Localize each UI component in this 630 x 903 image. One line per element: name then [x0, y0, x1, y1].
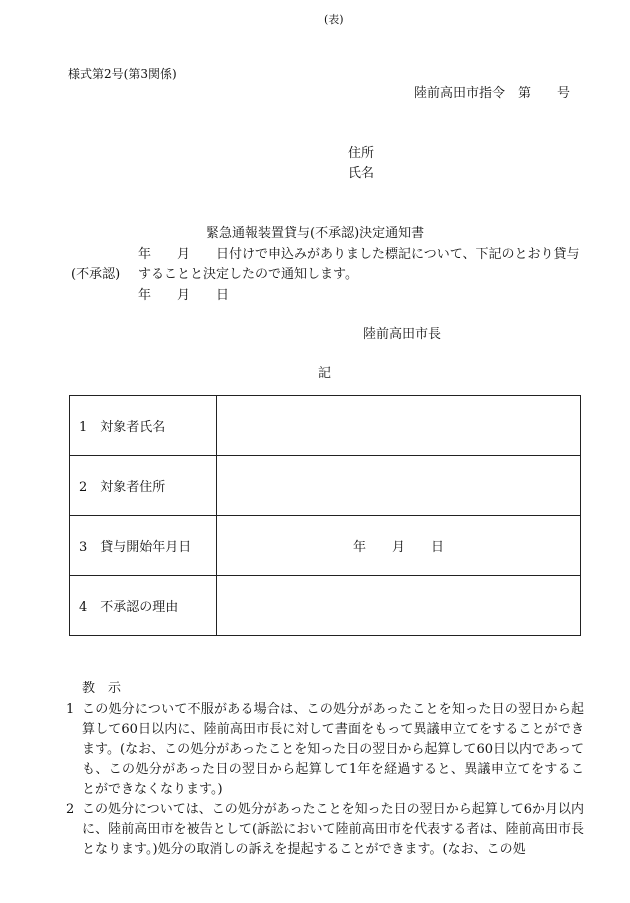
item-text: この処分について不服がある場合は、この処分があったことを知った日の翌日から起算して60日以内に、陸前高田市長に対して書面をもって異議申立てをすることができます。(なお、この処分があったことを知った日の翌日から起算して60日以内であっても、この処分があった日の翌日から起算して1年を経過すると、異議申立てをすることができなくなります。)	[82, 702, 584, 797]
row-value	[217, 456, 581, 516]
row-value	[217, 576, 581, 636]
table-row	[70, 516, 581, 576]
side-label: (表)	[324, 13, 344, 26]
body-line-2-prefix: (不承認)	[71, 267, 121, 282]
item-number: 1	[66, 702, 75, 717]
body-line-1: 年 月 日付けで申込みがありました標記について、下記のとおり貸与	[138, 247, 580, 262]
document-title: 緊急通報装置貸与(不承認)決定通知書	[206, 226, 425, 241]
item-text: この処分については、この処分があったことを知った日の翌日から起算して6か月以内に、陸前高田市を被告として(訴訟において陸前高田市を代表する者は、陸前高田市長となります。)処分の取消しの訴えを提起することができます。(なお、この処	[82, 802, 584, 857]
list-item	[62, 700, 584, 800]
item-number: 2	[66, 802, 75, 817]
table-row	[70, 456, 581, 516]
issuer: 陸前高田市長	[363, 327, 442, 342]
form-number: 様式第2号(第3関係)	[68, 67, 177, 81]
instruction-list	[62, 700, 584, 860]
row-label: 2 対象者住所	[70, 456, 217, 516]
row-label: 3 貸与開始年月日	[70, 516, 217, 576]
date-line: 年 月 日	[138, 288, 230, 303]
list-item	[62, 800, 584, 860]
body-line-2: することと決定したので通知します。	[138, 267, 358, 282]
address-label: 住所	[348, 146, 375, 161]
row-value: 年 月 日	[217, 516, 581, 576]
detail-table	[69, 395, 581, 636]
row-label: 1 対象者氏名	[70, 396, 217, 456]
notice-number: 陸前高田市指令 第 号	[414, 86, 571, 101]
row-label: 4 不承認の理由	[70, 576, 217, 636]
row-value	[217, 396, 581, 456]
table-row	[70, 576, 581, 636]
table-row	[70, 396, 581, 456]
ki-label: 記	[318, 366, 332, 381]
instruction-heading: 教 示	[82, 681, 122, 696]
name-label: 氏名	[348, 166, 375, 181]
